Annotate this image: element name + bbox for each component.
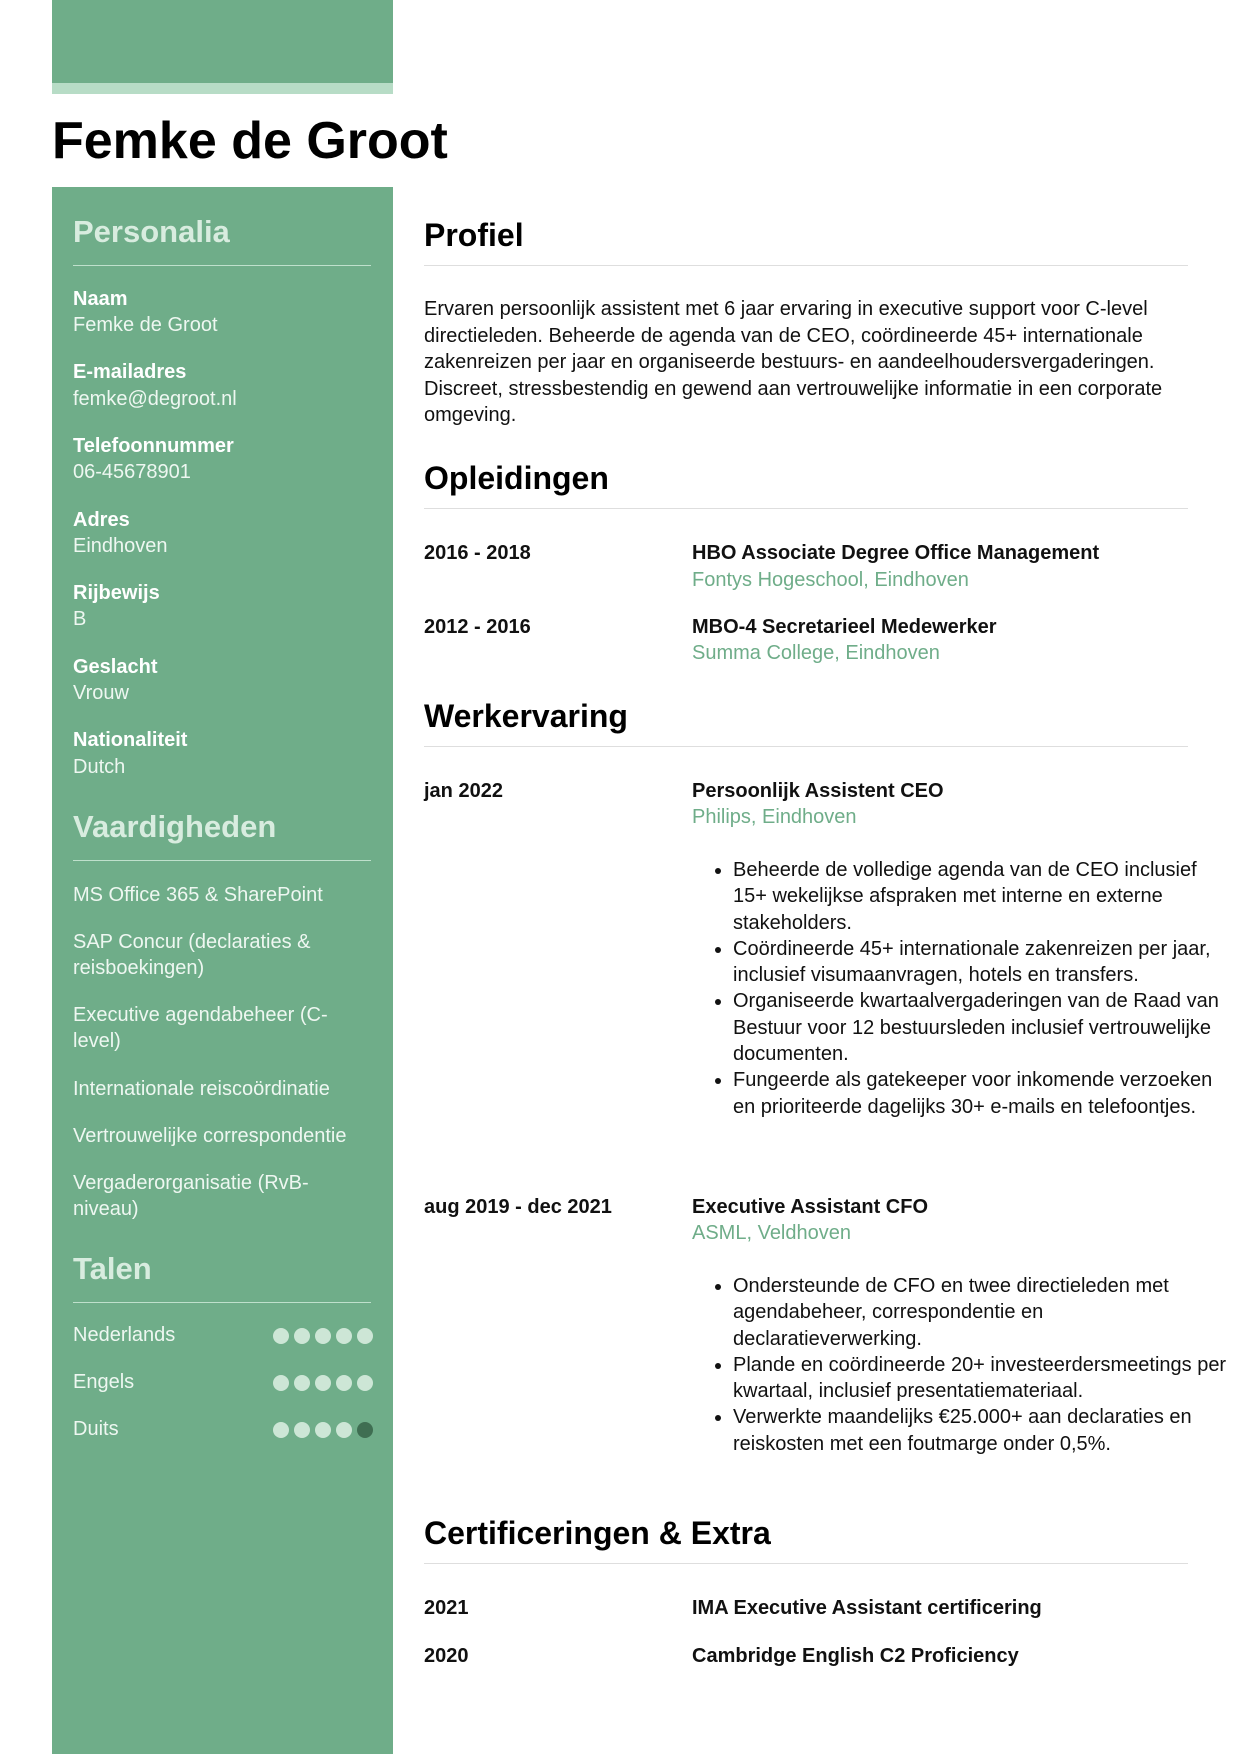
education-dates: 2016 - 2018 [424,542,531,564]
level-dot-filled [357,1375,373,1391]
experience-bullet: • Ondersteunde de CFO en twee directieleden met agendabeheer, correspondentie en declaratieverwerking. [733,1273,1233,1352]
skill-item: Executive agendabeheer (C-level) [73,1004,328,1052]
profile-text: Ervaren persoonlijk assistent met 6 jaar ervaring in executive support voor C-level directieleden. Beheerde de agenda van de CEO, coördineerde 45+ internationale zakenreizen per jaar en organiseerde bestuurs- en aandeelhoudersvergaderingen. Discreet, stressbestendig en gewend aan vertrouwelijke informatie in een corporate omgeving. [424,298,1163,426]
certification-year: 2021 [424,1597,469,1619]
skill-item: MS Office 365 & SharePoint [73,884,323,906]
language-row [73,1324,373,1350]
level-dot-filled [315,1422,331,1438]
level-dot-filled [294,1375,310,1391]
certification-year: 2020 [424,1645,469,1667]
skill-item: SAP Concur (declaraties & reisboekingen) [73,931,311,979]
personal-value-gender: Vrouw [73,682,129,704]
level-dot-empty [357,1422,373,1438]
skills-heading: Vaardigheden [73,809,277,844]
personal-label-address: Adres [73,509,130,531]
language-name: Nederlands [73,1324,176,1346]
personal-label-license: Rijbewijs [73,582,160,604]
language-row [73,1371,373,1397]
certification-title: IMA Executive Assistant certificering [692,1597,1042,1619]
personal-label-phone: Telefoonnummer [73,435,234,457]
experience-bullet: • Plande en coördineerde 20+ investeerdersmeetings per kwartaal, inclusief presentatiemateriaal. [733,1352,1233,1405]
level-dot-filled [294,1328,310,1344]
language-level-dots [273,1375,373,1391]
language-name: Duits [73,1418,119,1440]
experience-bullet: • Fungeerde als gatekeeper voor inkomende verzoeken en prioriteerde dagelijks 30+ e-mails en telefoontjes. [733,1067,1233,1120]
personal-value-phone: 06-45678901 [73,461,191,483]
level-dot-filled [273,1375,289,1391]
personal-value-license: B [73,608,87,630]
skills-divider [73,860,371,861]
language-level-dots [273,1422,373,1438]
certifications-heading: Certificeringen & Extra [424,1515,771,1551]
level-dot-filled [357,1328,373,1344]
experience-divider [424,746,1188,747]
education-dates: 2012 - 2016 [424,616,531,638]
personal-value-address: Eindhoven [73,535,168,557]
experience-dates: jan 2022 [424,780,503,802]
education-heading: Opleidingen [424,460,609,496]
experience-bullets [692,1273,1233,1457]
education-title: MBO-4 Secretarieel Medewerker [692,616,997,638]
experience-bullets [692,857,1233,1120]
personal-label-naam: Naam [73,288,128,310]
language-name: Engels [73,1371,135,1393]
level-dot-filled [336,1422,352,1438]
profile-heading: Profiel [424,217,524,253]
level-dot-filled [336,1375,352,1391]
profile-divider [424,265,1188,266]
personalia-heading: Personalia [73,214,230,249]
header-accent-stripe [52,83,393,94]
experience-dates: aug 2019 - dec 2021 [424,1196,612,1218]
experience-bullet: • Beheerde de volledige agenda van de CEO inclusief 15+ wekelijkse afspraken met interne en externe stakeholders. [733,857,1233,936]
skill-item: Vergaderorganisatie (RvB-niveau) [73,1172,309,1220]
experience-title: Executive Assistant CFO [692,1196,929,1218]
education-title: HBO Associate Degree Office Management [692,542,1100,564]
skill-item: Vertrouwelijke correspondentie [73,1125,347,1147]
experience-heading: Werkervaring [424,698,628,734]
language-level-dots [273,1328,373,1344]
experience-bullet: • Organiseerde kwartaalvergaderingen van de Raad van Bestuur voor 12 bestuursleden inclusief vertrouwelijke documenten. [733,988,1233,1067]
candidate-name: Femke de Groot [52,112,448,170]
language-row [73,1418,373,1444]
level-dot-filled [294,1422,310,1438]
experience-bullet: • Verwerkte maandelijks €25.000+ aan declaraties en reiskosten met een foutmarge onder 0,5%. [733,1404,1233,1457]
personal-label-email: E-mailadres [73,361,187,383]
personal-value-email: femke@degroot.nl [73,388,237,410]
education-divider [424,508,1188,509]
personalia-divider [73,265,371,266]
personal-value-nationality: Dutch [73,756,126,778]
level-dot-filled [273,1328,289,1344]
languages-heading: Talen [73,1251,152,1286]
skill-item: Internationale reiscoördinatie [73,1078,330,1100]
certification-title: Cambridge English C2 Proficiency [692,1645,1019,1667]
education-institution: Fontys Hogeschool, Eindhoven [692,569,969,591]
personal-label-nationality: Nationaliteit [73,729,188,751]
level-dot-filled [336,1328,352,1344]
level-dot-filled [315,1375,331,1391]
education-institution: Summa College, Eindhoven [692,642,940,664]
personal-value-naam: Femke de Groot [73,314,218,336]
personal-label-gender: Geslacht [73,656,158,678]
level-dot-filled [315,1328,331,1344]
header-color-band [52,0,393,83]
level-dot-filled [273,1422,289,1438]
experience-title: Persoonlijk Assistent CEO [692,780,944,802]
experience-company: ASML, Veldhoven [692,1222,851,1244]
experience-company: Philips, Eindhoven [692,806,857,828]
languages-divider [73,1302,371,1303]
certifications-divider [424,1563,1188,1564]
experience-bullet: • Coördineerde 45+ internationale zakenreizen per jaar, inclusief visumaanvragen, hotels en transfers. [733,936,1233,989]
